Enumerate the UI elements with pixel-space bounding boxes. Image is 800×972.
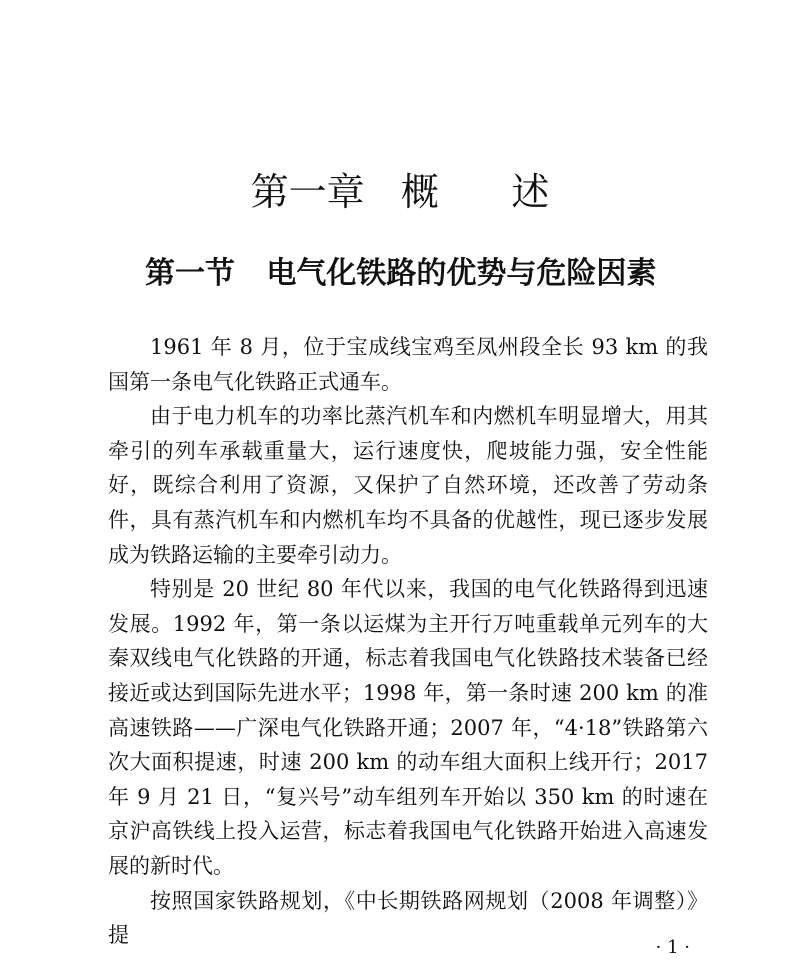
paragraph-2: 由于电力机车的功率比蒸汽机车和内燃机车明显增大，用其牵引的列车承载重量大，运行速度快，爬坡能力强，安全性能好，既综合利用了资源，又保护了自然环境，还改善了劳动条件，具有蒸汽机车和内燃机车均不具备的优越性，现已逐步发展成为铁路运输的主要牵引动力。	[108, 404, 708, 567]
page-number: · 1 ·	[655, 937, 690, 958]
paragraph-4: 按照国家铁路规划，《中长期铁路网规划（2008 年调整）》提	[108, 888, 708, 948]
paragraph-3: 特别是 20 世纪 80 年代以来，我国的电气化铁路得到迅速发展。1992 年，第一条以运煤为主开行万吨重载单元列车的大秦双线电气化铁路的开通，标志着我国电气化铁路技术装备已经接近或达到国际先进水平；1998 年，第一条时速 200 km 的准高速铁路——广深电气化铁路开通；2007 年，“4·18”铁路第六次大面积提速，时速 200 km 的动车组大面积上线开行；2017 年 9 月 21 日，“复兴号”动车组列车开始以 350 km 的时速在京沪高铁线上投入运营，标志着我国电气化铁路开始进入高速发展的新时代。	[108, 577, 708, 878]
chapter-title: 第一章 概 述	[250, 170, 550, 214]
body-text	[108, 330, 708, 953]
paragraph-1: 1961 年 8 月，位于宝成线宝鸡至凤州段全长 93 km 的我国第一条电气化铁路正式通车。	[108, 335, 708, 394]
section-title: 第一节 电气化铁路的优势与危险因素	[145, 256, 657, 291]
